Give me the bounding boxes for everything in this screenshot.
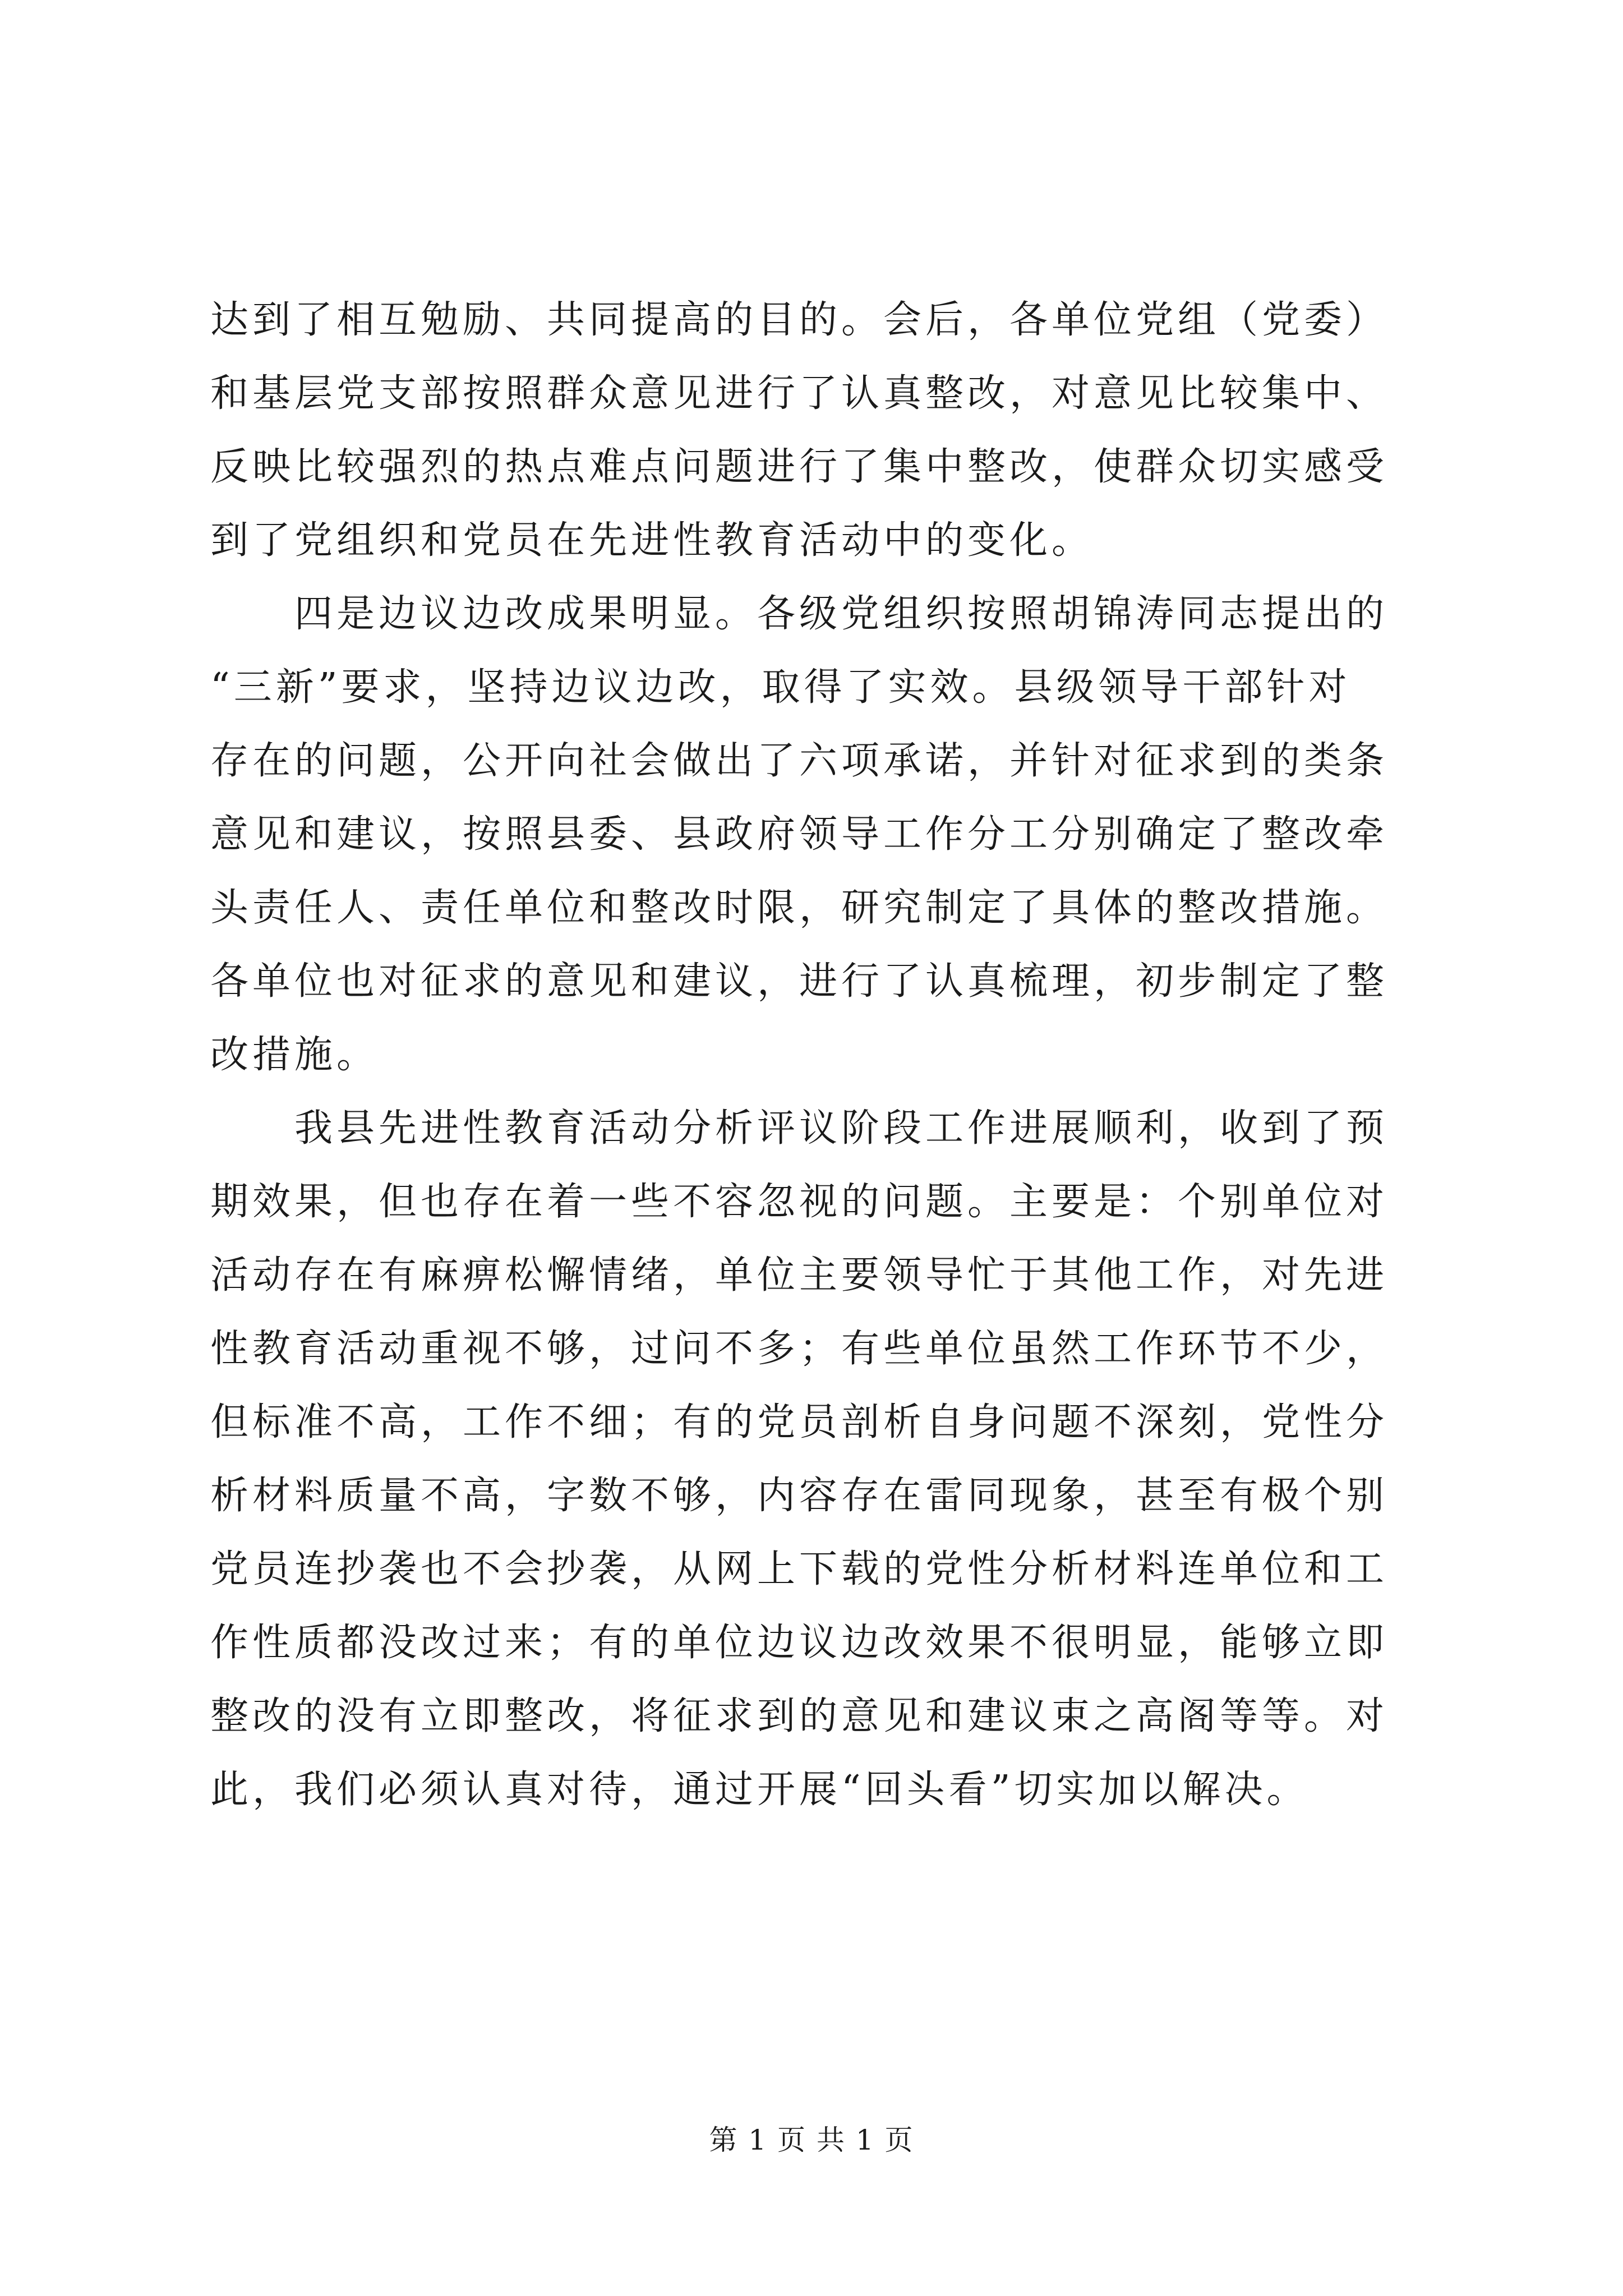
text-line: 但标准不高，工作不细；有的党员剖析自身问题不深刻，党性分 (210, 1400, 1389, 1444)
text-line: 到了党组织和党员在先进性教育活动中的变化。 (210, 518, 1094, 563)
text-line: 作性质都没改过来；有的单位边议边改效果不很明显，能够立即 (210, 1621, 1389, 1665)
text-line: 整改的没有立即整改，将征求到的意见和建议束之高阁等等。对 (210, 1694, 1389, 1738)
text-line: 反映比较强烈的热点难点问题进行了集中整改，使群众切实感受 (210, 445, 1389, 489)
text-line: 存在的问题，公开向社会做出了六项承诺，并针对征求到的类条 (210, 739, 1389, 783)
text-line: 达到了相互勉励、共同提高的目的。会后，各单位党组（党委） (210, 298, 1389, 342)
text-line: 党员连抄袭也不会抄袭，从网上下载的党性分析材料连单位和工 (210, 1547, 1389, 1591)
text-line: 析材料质量不高，字数不够，内容存在雷同现象，甚至有极个别 (210, 1474, 1389, 1518)
text-line: 四是边议边改成果明显。各级党组织按照胡锦涛同志提出的 (294, 592, 1389, 636)
page-number-footer: 第 1 页 共 1 页 (709, 2124, 914, 2156)
text-line: 头责任人、责任单位和整改时限，研究制定了具体的整改措施。 (210, 886, 1389, 930)
text-line: “三新”要求，坚持边议边改，取得了实效。县级领导干部针对 (210, 665, 1351, 710)
text-line: 我县先进性教育活动分析评议阶段工作进展顺利，收到了预 (294, 1106, 1389, 1151)
text-line: 活动存在有麻痹松懈情绪，单位主要领导忙于其他工作，对先进 (210, 1253, 1389, 1297)
text-line: 此，我们必须认真对待，通过开展“回头看”切实加以解决。 (210, 1768, 1309, 1812)
text-line: 改措施。 (210, 1033, 379, 1077)
text-line: 意见和建议，按照县委、县政府领导工作分工分别确定了整改牵 (210, 812, 1389, 857)
text-line: 性教育活动重视不够，过问不多；有些单位虽然工作环节不少， (210, 1327, 1389, 1371)
text-line: 各单位也对征求的意见和建议，进行了认真梳理，初步制定了整 (210, 959, 1389, 1004)
text-line: 和基层党支部按照群众意见进行了认真整改，对意见比较集中、 (210, 371, 1389, 416)
text-line: 期效果，但也存在着一些不容忽视的问题。主要是：个别单位对 (210, 1180, 1389, 1224)
document-body (210, 283, 1422, 1826)
